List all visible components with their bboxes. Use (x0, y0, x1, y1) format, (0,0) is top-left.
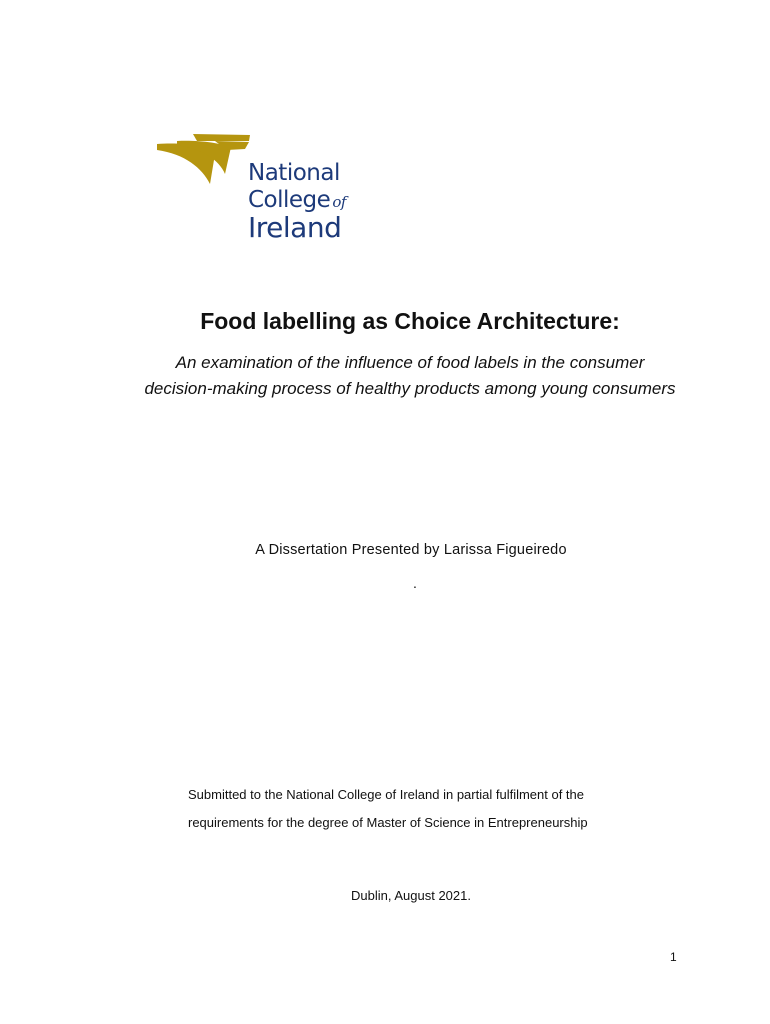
logo-text-of: of (332, 193, 346, 211)
place-date: Dublin, August 2021. (351, 888, 471, 903)
submission-statement (188, 781, 658, 837)
college-logo (155, 132, 365, 250)
logo-wordmark (248, 162, 346, 242)
logo-mark-icon (155, 132, 255, 192)
logo-text-college: College of (248, 187, 346, 213)
logo-text-national: National (248, 160, 340, 186)
presenter-line: A Dissertation Presented by Larissa Figueiredo (255, 542, 567, 558)
logo-text-ireland: Ireland (248, 211, 342, 244)
separator-dot: . (413, 575, 417, 591)
document-subtitle: An examination of the influence of food labels in the consumer decision-making process of healthy products among young consumers (144, 353, 676, 398)
document-title: Food labelling as Choice Architecture: (200, 308, 620, 334)
page-number: 1 (670, 950, 677, 964)
submission-line-1: Submitted to the National College of Ireland in partial fulfilment of the (188, 787, 585, 802)
submission-line-2: requirements for the degree of Master of Science in Entrepreneurship (188, 815, 588, 830)
